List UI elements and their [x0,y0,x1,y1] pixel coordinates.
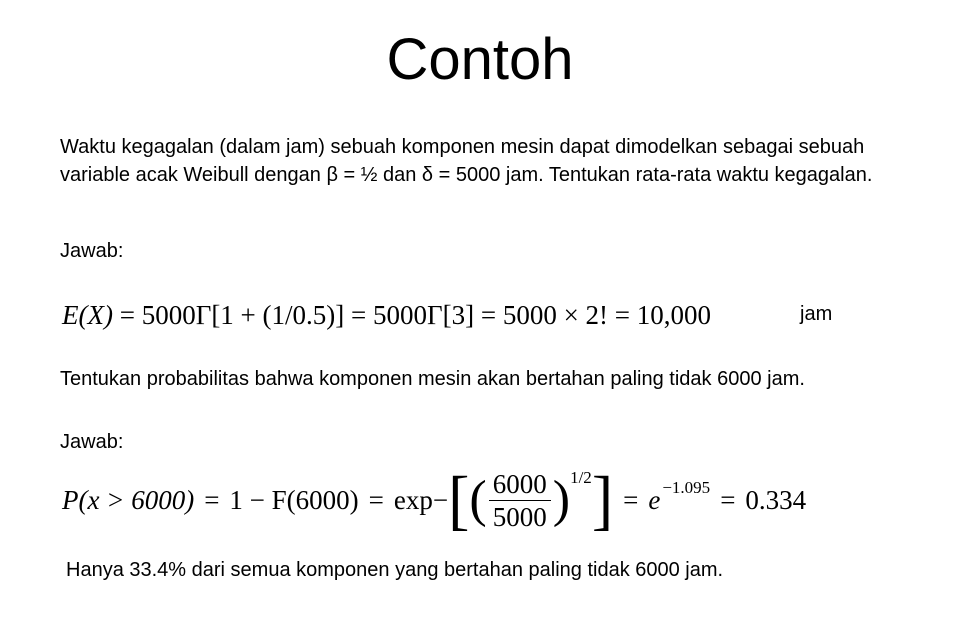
formula-prob-lhs: P(x > 6000) [62,484,195,515]
equals-sign: = [614,300,631,330]
left-paren: ( [469,471,487,528]
formula-mean [62,298,711,332]
formula-mean-unit: jam [800,303,833,325]
fraction-numerator: 6000 [489,470,551,501]
right-paren: ) [552,471,571,528]
equals-sign: = [368,484,384,515]
exp-label: exp [393,484,433,515]
euler-e: e [648,484,661,515]
formula-prob-result: 0.334 [745,484,807,515]
equals-sign: = [204,484,220,515]
slide-title: Contoh [386,27,574,92]
left-bracket: [ [448,462,470,537]
formula-probability [62,462,807,537]
formula-mean-term-1: 5000Γ[1 + (1/0.5)] [141,300,345,330]
formula-mean-term-3: 5000 × 2! [502,300,609,330]
answer-label-2: Jawab: [60,431,124,453]
formula-prob-term-1: 1 − F(6000) [229,484,359,515]
equals-sign: = [351,300,367,330]
question-2: Tentukan probabilitas bahwa komponen mesin akan bertahan paling tidak 6000 jam. [60,368,805,390]
e-exponent: −1.095 [662,478,711,497]
equals-sign: = [720,484,736,515]
equals-sign: = [480,300,497,330]
formula-mean-result: 10,000 [636,300,712,330]
conclusion: Hanya 33.4% dari semua komponen yang bertahan paling tidak 6000 jam. [66,559,724,581]
fraction-denominator: 5000 [492,501,547,532]
power-exponent: 1/2 [570,468,592,487]
minus-sign: − [432,484,449,515]
fraction [489,470,551,531]
question-1: Waktu kegagalan (dalam jam) sebuah komponen mesin dapat dimodelkan sebagai sebuah variable acak Weibull dengan β = ½ dan δ = 5000 jam. Tentukan rata-rata waktu kegagalan. [60,136,873,186]
answer-label-1: Jawab: [60,240,124,262]
right-bracket: ] [591,462,614,537]
equals-sign: = [623,484,639,515]
formula-mean-lhs: E(X) [62,300,113,330]
formula-mean-term-2: 5000Γ[3] [373,300,475,330]
equals-sign: = [119,300,135,330]
